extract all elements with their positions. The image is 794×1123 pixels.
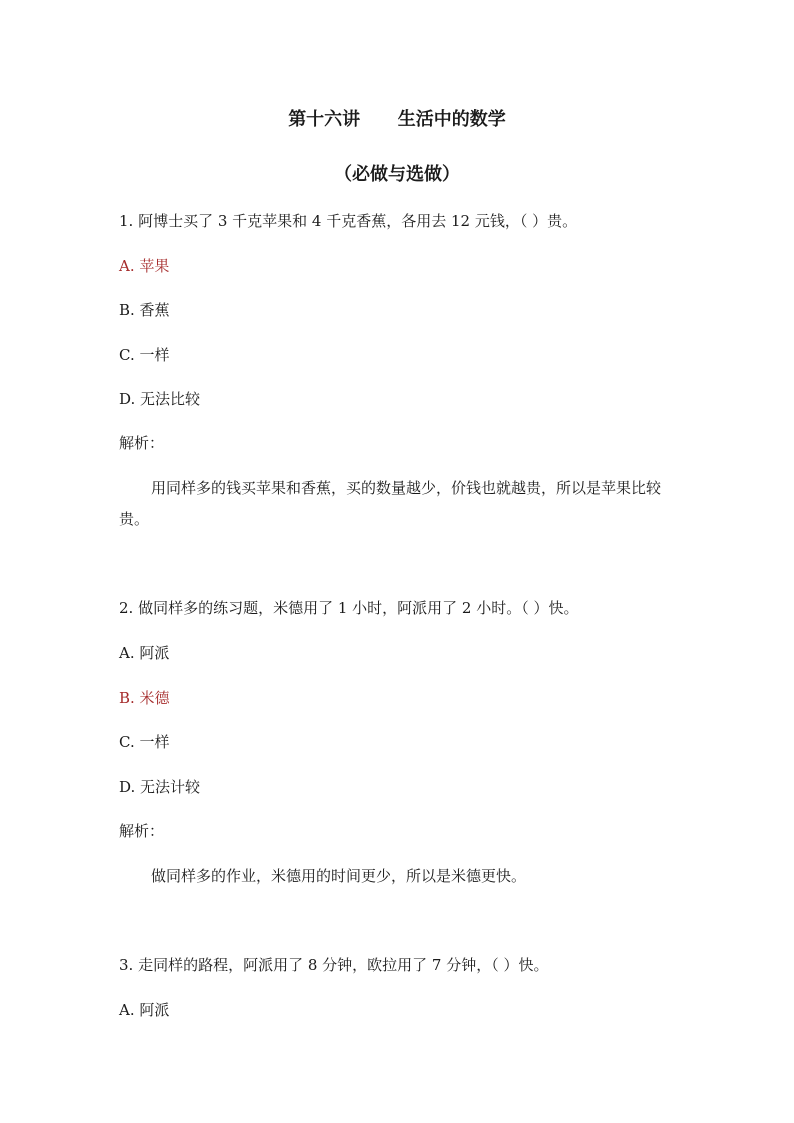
question-1-analysis-label: 解析： [119,434,165,452]
question-2-option-c: C. 一样 [119,733,170,751]
question-2-option-b: B. 米德 [119,689,170,707]
question-1-option-b: B. 香蕉 [119,301,170,319]
question-1-option-d: D. 无法比较 [119,390,201,408]
lesson-subtitle: （必做与选做） [334,164,460,185]
question-3-stem: 3. 走同样的路程，阿派用了 8 分钟，欧拉用了 7 分钟，（ ）快。 [119,956,549,974]
question-1-analysis: 用同样多的钱买苹果和香蕉，买的数量越少，价钱也就越贵，所以是苹果比较贵。 [119,479,662,528]
question-2-analysis-label: 解析： [119,822,165,840]
question-2-option-d: D. 无法计较 [119,778,201,796]
question-1-option-a: A. 苹果 [119,257,170,275]
question-3-option-a: A. 阿派 [119,1001,170,1019]
question-2-option-a: A. 阿派 [119,644,170,662]
question-1-stem: 1. 阿博士买了 3 千克苹果和 4 千克香蕉，各用去 12 元钱，（ ）贵。 [119,212,578,230]
question-2-stem: 2. 做同样多的练习题，米德用了 1 小时，阿派用了 2 小时。（ ）快。 [119,599,579,617]
question-1-option-c: C. 一样 [119,346,170,364]
lesson-title: 第十六讲 生活中的数学 [288,109,506,130]
question-2-analysis: 做同样多的作业，米德用的时间更少，所以是米德更快。 [151,867,527,885]
